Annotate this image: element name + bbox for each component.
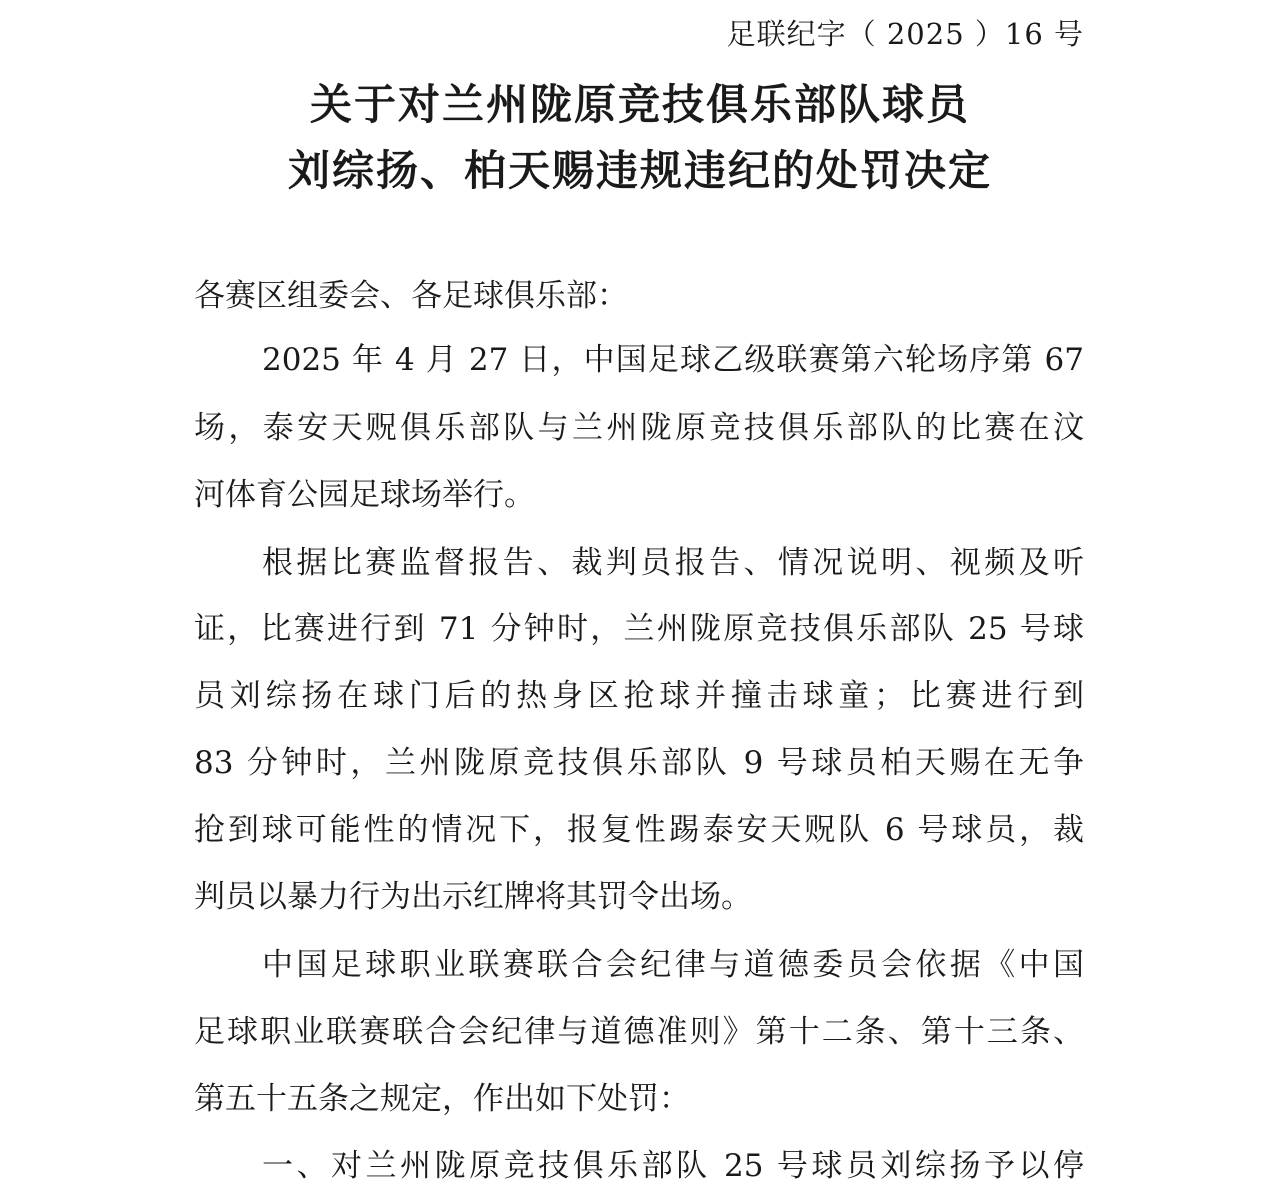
paragraph-1-line-1: 2025 年 4 月 27 日，中国足球乙级联赛第六轮场序第 67 xyxy=(262,342,1084,378)
paragraph-1-line-2: 场，泰安天贶俱乐部队与兰州陇原竞技俱乐部队的比赛在汶 xyxy=(194,410,1084,446)
paragraph-2-line-4: 83 分钟时，兰州陇原竞技俱乐部队 9 号球员柏天赐在无争 xyxy=(194,745,1084,781)
paragraph-2-line-6: 判员以暴力行为出示红牌将其罚令出场。 xyxy=(194,879,752,915)
paragraph-3-line-1: 中国足球职业联赛联合会纪律与道德委员会依据《中国 xyxy=(262,947,1084,983)
paragraph-3-line-2: 足球职业联赛联合会纪律与道德准则》第十二条、第十三条、 xyxy=(194,1014,1084,1050)
paragraph-3-line-3: 第五十五条之规定，作出如下处罚： xyxy=(194,1081,690,1117)
paragraph-1-line-3: 河体育公园足球场举行。 xyxy=(194,477,535,513)
title-line-2: 刘综扬、柏天赐违规违纪的处罚决定 xyxy=(287,146,992,195)
title-line-1: 关于对兰州陇原竞技俱乐部队球员 xyxy=(309,80,970,129)
paragraph-4-line-1: 一、对兰州陇原竞技俱乐部队 25 号球员刘综扬予以停 xyxy=(262,1148,1084,1184)
paragraph-2-line-5: 抢到球可能性的情况下，报复性踢泰安天贶队 6 号球员，裁 xyxy=(194,812,1084,848)
paragraph-2-line-2: 证，比赛进行到 71 分钟时，兰州陇原竞技俱乐部队 25 号球 xyxy=(194,611,1084,647)
document-body xyxy=(194,0,1084,1196)
paragraph-2-line-3: 员刘综扬在球门后的热身区抢球并撞击球童；比赛进行到 xyxy=(194,678,1084,714)
document-number: 足联纪字（ 2025 ）16 号 xyxy=(726,17,1084,51)
paragraph-2-line-1: 根据比赛监督报告、裁判员报告、情况说明、视频及听 xyxy=(262,545,1084,581)
salutation: 各赛区组委会、各足球俱乐部： xyxy=(194,278,628,314)
